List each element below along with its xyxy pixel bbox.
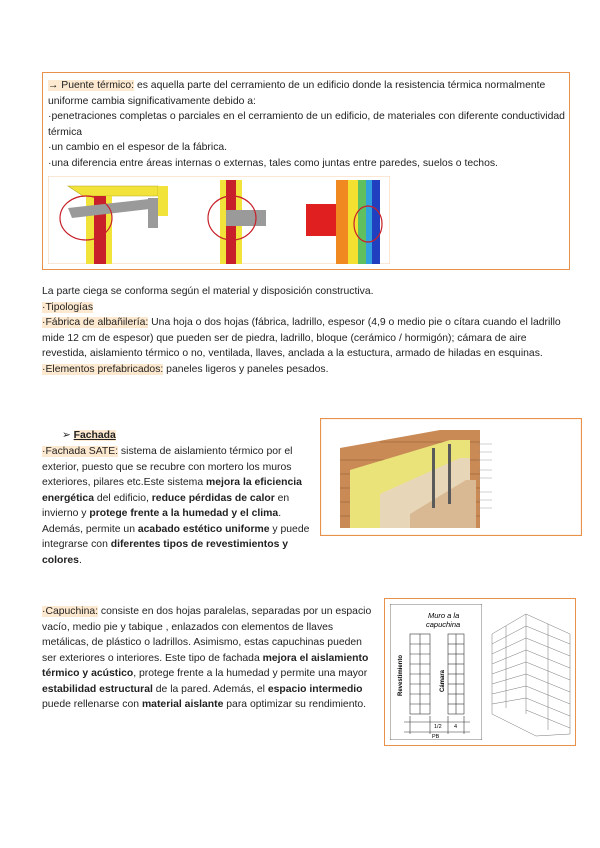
puente-termico-term: → Puente térmico:: [48, 80, 135, 91]
capuchina-term: ·Capuchina:: [42, 606, 99, 617]
thermal-bridge-illustration: [48, 176, 390, 264]
fachada-heading: [62, 428, 116, 444]
fachada-title: Fachada: [73, 430, 116, 441]
diagram-dim-2: 4: [454, 724, 458, 730]
sate-illustration: [320, 418, 582, 536]
puente-item-1: ·penetraciones completas o parciales en el cerramiento de un edificio, de materiales con diferente conductividad térmica: [48, 111, 565, 138]
parte-ciega-text: La parte ciega se conforma según el material y disposición constructiva.: [42, 286, 374, 297]
parte-ciega-section: La parte ciega se conforma según el material y disposición constructiva. ·Tipologías ·Fábrica de albañilería: Una hoja o dos hojas (fábrica, ladrillo, espesor (4,9 o medio pie o cítara cuando el ladrillo mide 12 cm de espesor) que pueden ser de piedra, ladrillo, bloque (cerámico / hormigón); cámara de aire revestida, aislamiento térmico o no, ventilada, llaves, anclada a la estuctura, armado de hiladas en esquinas. ·Elementos prefabricados: paneles ligeros y paneles pesados.: [42, 284, 572, 377]
diagram-side-left: Revestimiento: [398, 654, 404, 696]
fabrica-term: ·Fábrica de albañilería:: [42, 317, 149, 328]
prefab-term: ·Elementos prefabricados:: [42, 363, 164, 375]
capuchina-brick-drawing: [486, 604, 572, 740]
capuchina-section-drawing: [390, 604, 482, 740]
puente-item-3: ·una diferencia entre áreas internas o externas, tales como juntas entre paredes, suelos o techos.: [48, 157, 498, 169]
diagram-side-right: Cámara: [440, 669, 446, 692]
diagram-title-1: Muro a la: [428, 611, 460, 620]
diagram-dim-1: 1/2: [434, 724, 442, 730]
bullet-arrow-icon: ➢: [62, 430, 71, 441]
diagram-title-2: capuchina: [426, 620, 461, 629]
puente-item-2: ·un cambio en el espesor de la fábrica.: [48, 142, 228, 153]
sate-term: ·Fachada SATE:: [42, 446, 119, 457]
puente-termico-text: → Puente térmico: es aquella parte del cerramiento de un edificio donde la resistencia térmica normalmente uniforme cambia significativamente debido a: ·penetraciones completas o parciales en el cerramiento de un edificio, de materiales con diferente conductividad térmica ·un cambio en el espesor de la fábrica. ·una diferencia entre áreas internas o externas, tales como juntas entre paredes, suelos o techos.: [48, 78, 566, 171]
capuchina-text: ·Capuchina: consiste en dos hojas paralelas, separadas por un espacio vacío, medio pie y tabique , enlazados con elementos de llaves metálicas, de plástico o ladrillos. Asimismo, estas capuchinas pueden ser exteriores o interiores. Este tipo de fachada mejora el aislamiento térmico y acústico, protege frente a la humedad y permite una mayor estabilidad estructural de la pared. Además, el espacio intermedio puede rellenarse con material aislante para optimizar su rendimiento.: [42, 606, 372, 710]
diagram-bottom: PB: [432, 734, 440, 740]
sate-text: ·Fachada SATE: sistema de aislamiento térmico por el exterior, puesto que se recubre con mortero los muros exteriores, pilares etc.Este sistema mejora la eficiencia energética del edificio, reduce pérdidas de calor en invierno y protege frente a la humedad y el clima. Además, permite un acabado estético uniforme y puede integrarse con diferentes tipos de revestimientos y colores.: [42, 446, 310, 566]
tipologias-heading: ·Tipologías: [42, 301, 94, 313]
